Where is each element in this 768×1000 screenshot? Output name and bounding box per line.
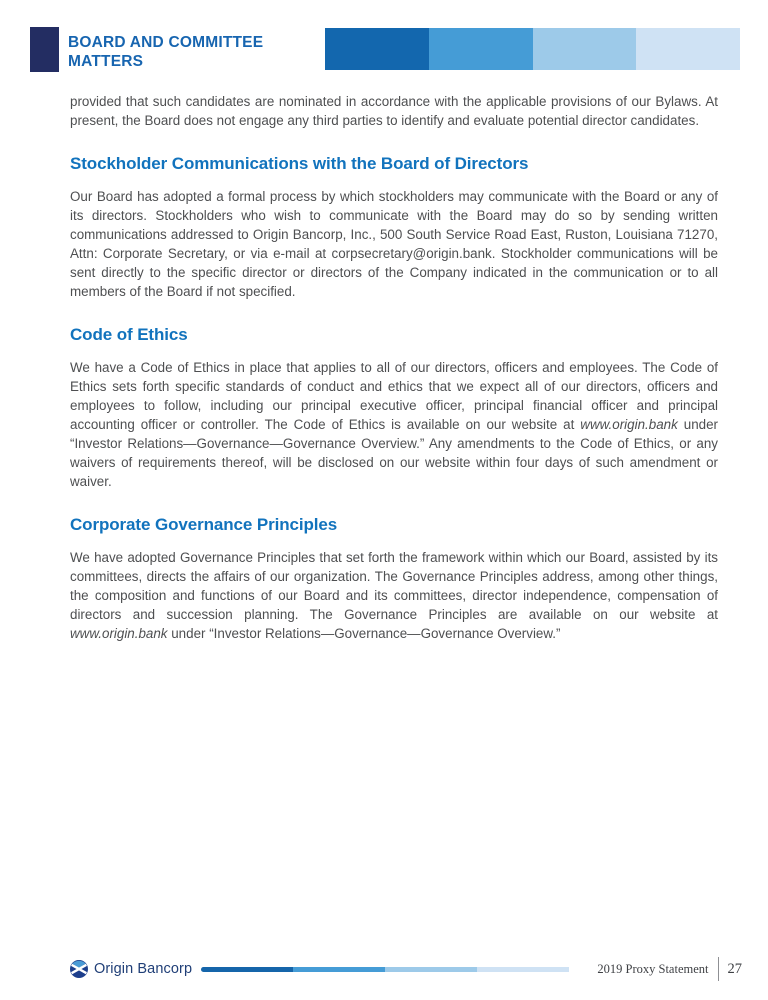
paragraph-intro: provided that such candidates are nominated in accordance with the applicable provisions of our Bylaws. At present, the Board does not engage any third parties to identify and evaluate potential director candidates. — [70, 94, 718, 128]
page-content — [70, 92, 718, 643]
footer-bar-segment-4 — [477, 967, 569, 972]
header-bar-segment-2 — [429, 28, 533, 70]
header-bar-segment-3 — [533, 28, 637, 70]
footer-document-label: 2019 Proxy Statement — [597, 961, 709, 976]
page-title-line1: BOARD AND COMMITTEE — [68, 34, 264, 51]
header-bar-segment-4 — [636, 28, 740, 70]
footer-brand-name: Origin Bancorp — [94, 961, 193, 977]
section-code-of-ethics — [70, 325, 718, 491]
section-stockholder-communications — [70, 154, 718, 301]
footer-bar-segment-2 — [293, 967, 385, 972]
header-gradient-bar — [325, 28, 740, 70]
header-bar-segment-1 — [325, 28, 429, 70]
footer-gradient-bar — [201, 967, 569, 972]
header-accent-square — [30, 27, 59, 72]
page-title — [68, 33, 263, 71]
page-title-line2: MATTERS — [68, 53, 144, 70]
paragraph-corporate-governance-principles: We have adopted Governance Principles that set forth the framework within which our Board, assisted by its committees, directs the affairs of our organization. The Governance Principles address, among other things, the composition and functions of our Board and its committees, director independence, compensation of directors and succession planning. The Governance Principles are available on our website at www.origin.bank under “Investor Relations—Governance—Governance Overview.” — [70, 550, 718, 641]
origin-bancorp-logo-icon — [70, 960, 88, 978]
footer-bar-segment-1 — [201, 967, 293, 972]
section-heading-code-of-ethics: Code of Ethics — [70, 325, 188, 344]
section-heading-stockholder-communications: Stockholder Communications with the Board of Directors — [70, 154, 529, 173]
footer-divider — [718, 957, 719, 981]
section-corporate-governance-principles — [70, 515, 718, 643]
footer-bar-segment-3 — [385, 967, 477, 972]
paragraph-code-of-ethics: We have a Code of Ethics in place that applies to all of our directors, officers and employees. The Code of Ethics sets forth specific standards of conduct and ethics that we expect all of our directors, officers and employees to follow, including our principal executive officer, principal financial officer and principal accounting officer or controller. The Code of Ethics is available on our website at www.origin.bank under “Investor Relations—Governance—Governance Overview.” Any amendments to the Code of Ethics, or any waivers of requirements thereof, will be disclosed on our website within four days of such amendment or waiver. — [70, 360, 719, 489]
section-heading-corporate-governance-principles: Corporate Governance Principles — [70, 515, 338, 534]
footer-page-number: 27 — [727, 960, 742, 977]
page-footer — [70, 954, 742, 984]
paragraph-stockholder-communications: Our Board has adopted a formal process by which stockholders may communicate with the Board or any of its directors. Stockholders who wish to communicate with the Board may do so by sending written communications addressed to Origin Bancorp, Inc., 500 South Service Road East, Ruston, Louisiana 71270, Attn: Corporate Secretary, or via e-mail at corpsecretary@origin.bank. Stockholder communications will be sent directly to the specific director or directors of the Company indicated in the communication or to all members of the Board if not specified. — [70, 189, 718, 299]
